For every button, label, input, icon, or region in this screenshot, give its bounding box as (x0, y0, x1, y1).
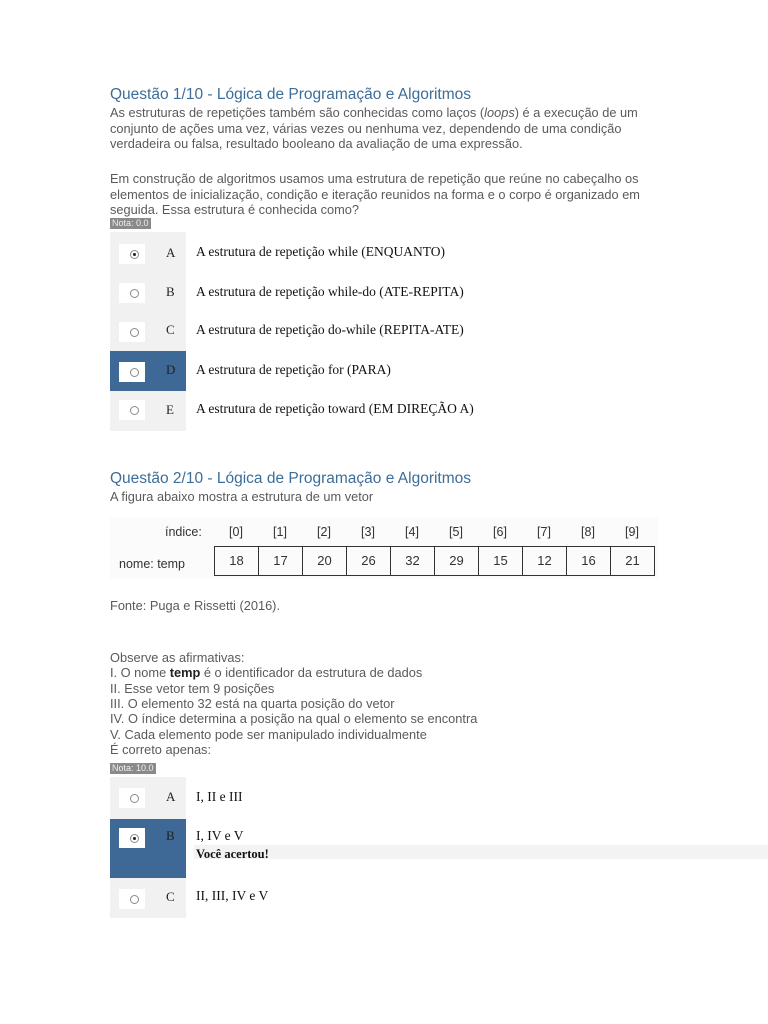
vector-figure (110, 517, 658, 579)
question-1-paragraph-1: As estruturas de repetições também são conhecidas como laços (loops) é a execução de um conjunto de ações uma vez, várias vezes ou nenhuma vez, dependendo de uma condição verdadeira ou falsa, resultado booleano da avaliação de uma expressão. (110, 105, 638, 151)
radio-button-icon[interactable] (130, 289, 139, 298)
question-2-intro: A figura abaixo mostra a estrutura de um vetor (110, 489, 374, 504)
option-c-text: A estrutura de repetição do-while (REPITA-ATE) (196, 322, 464, 337)
figure-source: Fonte: Puga e Rissetti (2016). (110, 598, 281, 613)
radio-button-icon[interactable] (130, 895, 139, 904)
question-1-grade: Nota: 0.0 (112, 218, 149, 228)
option-b-row[interactable] (110, 272, 186, 311)
index-cell: [9] (625, 525, 639, 539)
option-d-row-correct[interactable] (110, 351, 186, 391)
statements-intro: Observe as afirmativas: (110, 650, 245, 665)
option-b-text: I, IV e V (196, 828, 244, 843)
index-cell: [2] (317, 525, 331, 539)
option-b-row-selected[interactable] (110, 819, 186, 878)
index-cell: [5] (449, 525, 463, 539)
index-cell: [1] (273, 525, 287, 539)
statement-5: V. Cada elemento pode ser manipulado individualmente (110, 727, 427, 742)
statement-3: III. O elemento 32 está na quarta posição do vetor (110, 696, 395, 711)
option-b-text: A estrutura de repetição while-do (ATE-REPITA) (196, 284, 464, 299)
value-cell: 12 (523, 547, 567, 575)
radio-button-icon[interactable] (130, 250, 139, 259)
statement-4: IV. O índice determina a posição na qual o elemento se encontra (110, 711, 478, 726)
question-2-prompt: É correto apenas: (110, 742, 212, 757)
option-c-row[interactable] (110, 311, 186, 351)
feedback-text: Você acertou! (196, 847, 269, 861)
question-1-paragraph-2: Em construção de algoritmos usamos uma estrutura de repetição que reúne no cabeçalho os elementos de inicialização, condição e iteração reunidos na forma e o corpo é organizado em seguida. Essa estrutura é conhecida como? (110, 171, 640, 217)
value-cell: 26 (347, 547, 391, 575)
value-cell: 21 (625, 553, 640, 568)
value-cell: 17 (259, 547, 303, 575)
option-letter: A (166, 789, 176, 804)
question-2-grade: Nota: 10.0 (112, 763, 154, 773)
index-label: índice: (165, 525, 202, 539)
option-letter: B (166, 284, 175, 299)
radio-button-icon[interactable] (130, 794, 139, 803)
statement-2: II. Esse vetor tem 9 posições (110, 681, 275, 696)
option-e-row[interactable] (110, 391, 186, 431)
name-label: nome: temp (119, 557, 186, 571)
value-cell: 16 (567, 547, 611, 575)
value-cell: 15 (479, 547, 523, 575)
statement-1: I. O nome temp é o identificador da estrutura de dados (110, 665, 423, 680)
option-d-text: A estrutura de repetição for (PARA) (196, 362, 391, 377)
index-cell: [7] (537, 525, 551, 539)
vector-cells (214, 546, 655, 576)
radio-button-icon[interactable] (130, 328, 139, 337)
question-1-title: Questão 1/10 - Lógica de Programação e Algoritmos (110, 86, 472, 103)
option-a-text: I, II e III (196, 789, 243, 804)
option-e-text: A estrutura de repetição toward (EM DIREÇÃO A) (196, 401, 474, 416)
feedback-banner (194, 845, 768, 859)
option-letter: E (166, 402, 174, 417)
index-cell: [0] (229, 525, 243, 539)
radio-button-icon[interactable] (130, 368, 139, 377)
radio-button-icon[interactable] (130, 406, 139, 415)
option-letter: C (166, 322, 175, 337)
question-2-title: Questão 2/10 - Lógica de Programação e Algoritmos (110, 470, 472, 487)
option-letter: B (166, 828, 175, 843)
option-letter: A (166, 245, 176, 260)
index-cell: [3] (361, 525, 375, 539)
option-letter: C (166, 889, 175, 904)
option-c-text: II, III, IV e V (196, 888, 269, 903)
option-a-text: A estrutura de repetição while (ENQUANTO) (196, 244, 446, 259)
question-2-options (110, 777, 186, 918)
option-a-row[interactable] (110, 232, 186, 272)
question-1-options (110, 232, 186, 431)
index-cell: [8] (581, 525, 595, 539)
index-cell: [6] (493, 525, 507, 539)
option-c-row[interactable] (110, 878, 186, 918)
option-letter: D (166, 362, 176, 377)
value-cell: 18 (215, 547, 259, 575)
index-cell: [4] (405, 525, 419, 539)
value-cell: 29 (435, 547, 479, 575)
option-a-row[interactable] (110, 777, 186, 819)
radio-button-icon[interactable] (130, 834, 139, 843)
value-cell: 32 (391, 547, 435, 575)
value-cell: 20 (303, 547, 347, 575)
